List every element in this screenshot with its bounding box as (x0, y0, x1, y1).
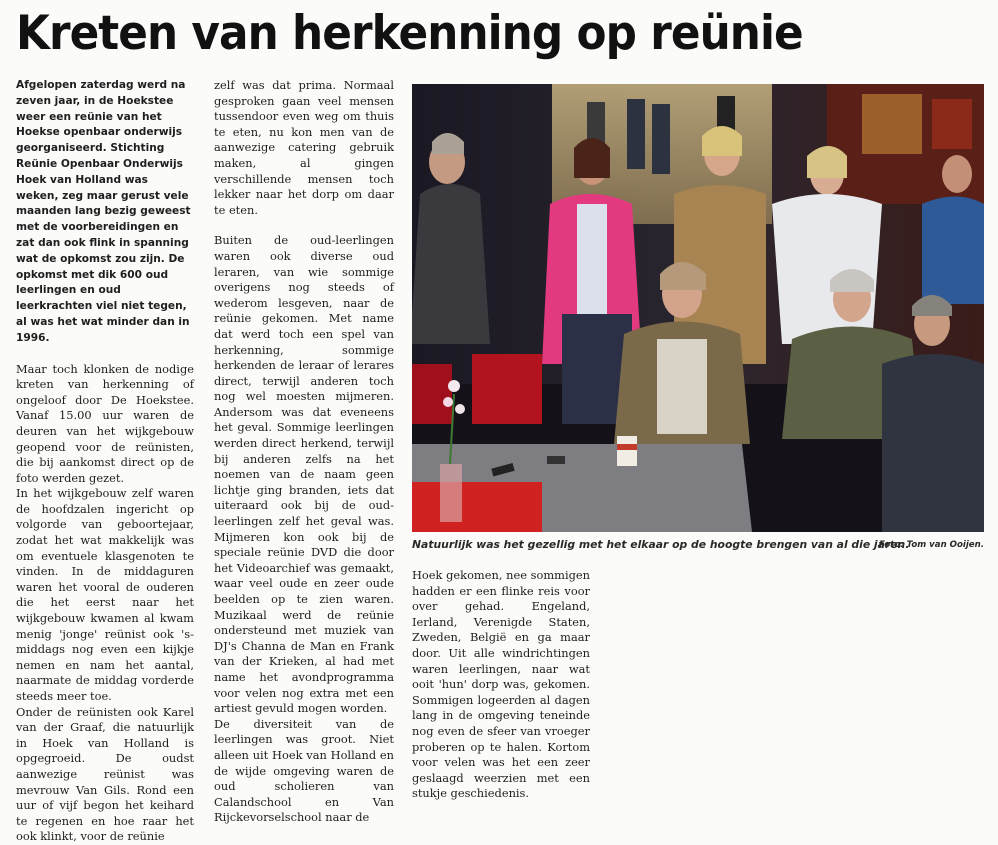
body-paragraph: In het wijkgebouw zelf waren de hoofdzalen ingericht op volgorde van geboortejaar, zodat het wat makkelijk was om eventuele klasgenoten te vinden. In de middaguren waren het vooral de ouderen die het eerst naar het wijkgebouw kwamen al kwam menig 'jonge' reünist ook 's-middags nog even een kijkje nemen en nam het aantal, naarmate de middag vorderde steeds meer toe. (16, 486, 194, 704)
photo-caption: Natuurlijk was het gezellig met het elkaar op de hoogte brengen van al die jaren. (412, 538, 910, 551)
body-paragraph: De diversiteit van de leerlingen was groot. Niet alleen uit Hoek van Holland en de wijde omgeving waren de oud scholieren van Calandschool en Van Rijckevorselschool naar de (214, 716, 394, 825)
body-paragraph: Hoek gekomen, nee sommigen hadden er een flinke reis voor over gehad. Engeland, Ierland, Verenigde Staten, Zweden, België en ga maar door. Uit alle windrichtingen waren leerlingen, naar wat ooit 'hun' dorp was, gekomen. Sommigen logeerden al dagen lang in de omgeving teneinde nog even de sfeer van vroeger proberen op te halen. Kortom voor velen was het een zeer geslaagd weerzien met een stukje geschiedenis. (412, 568, 590, 801)
body-paragraph: Buiten de oud-leerlingen waren ook diverse oud leraren, van wie sommige overigens nog steeds of wederom lesgeven, naar de reünie gekomen. Met name dat werd toch een spel van herkenning, sommige herkenden de leraar of lerares direct, terwijl anderen toch nog wel moesten mijmeren. Andersom was dat eveneens het geval. Sommige leerlingen werden direct herkend, terwijl bij anderen zelfs na het noemen van de naam geen lichtje ging branden, iets dat uiteraard ook bij de oud-leerlingen zelf het geval was. Mijmeren kon ook bij de speciale reünie DVD die door het Videoarchief was gemaakt, waar veel oude en zeer oude beelden op te zien waren. Muzikaal werd de reünie ondersteund met muziek van DJ's Channa de Man en Frank van der Krieken, al had met name het avondprogramma voor velen nog extra met een artiest gevuld mogen worden. (214, 233, 394, 716)
body-paragraph: Onder de reünisten ook Karel van der Graaf, die natuurlijk in Hoek van Holland is opgegroeid. De oudst aanwezige reünist was mevrouw Van Gils. Rond een uur of vijf begon het keihard te regenen en hoe raar het ook klinkt, voor de reünie (16, 704, 194, 844)
photo-credit: Foto: Tom van Ooijen. (879, 540, 984, 550)
article-column-1 (16, 78, 194, 845)
lead-paragraph: Afgelopen zaterdag werd na zeven jaar, in de Hoekstee weer een reünie van het Hoekse openbaar onderwijs georganiseerd. Stichting Reünie Openbaar Onderwijs Hoek van Holland was weken, zeg maar gerust vele maanden lang bezig geweest met de voorbereidingen en zat dan ook flink in spanning wat de opkomst zou zijn. De opkomst met dik 600 oud leerlingen en oud leerkrachten viel niet tegen, al was het wat minder dan in 1996. (16, 79, 191, 344)
headline: Kreten van herkenning op reünie (16, 6, 803, 61)
body-paragraph: Maar toch klonken de nodige kreten van herkenning of ongeloof door De Hoekstee. Vanaf 15.00 uur waren de deuren van het wijkgebouw geopend voor de reünisten, die bij aankomst direct op de foto werden gezet. (16, 361, 194, 485)
article-column-2 (214, 78, 394, 826)
reunion-photo (412, 84, 984, 532)
article-column-3 (412, 568, 590, 802)
body-paragraph: zelf was dat prima. Normaal gesproken gaan veel mensen tussendoor even weg om thuis te eten, nu kon men van de aanwezige catering gebruik maken, al gingen verschillende mensen toch lekker naar het dorp om daar te eten. (214, 78, 394, 217)
